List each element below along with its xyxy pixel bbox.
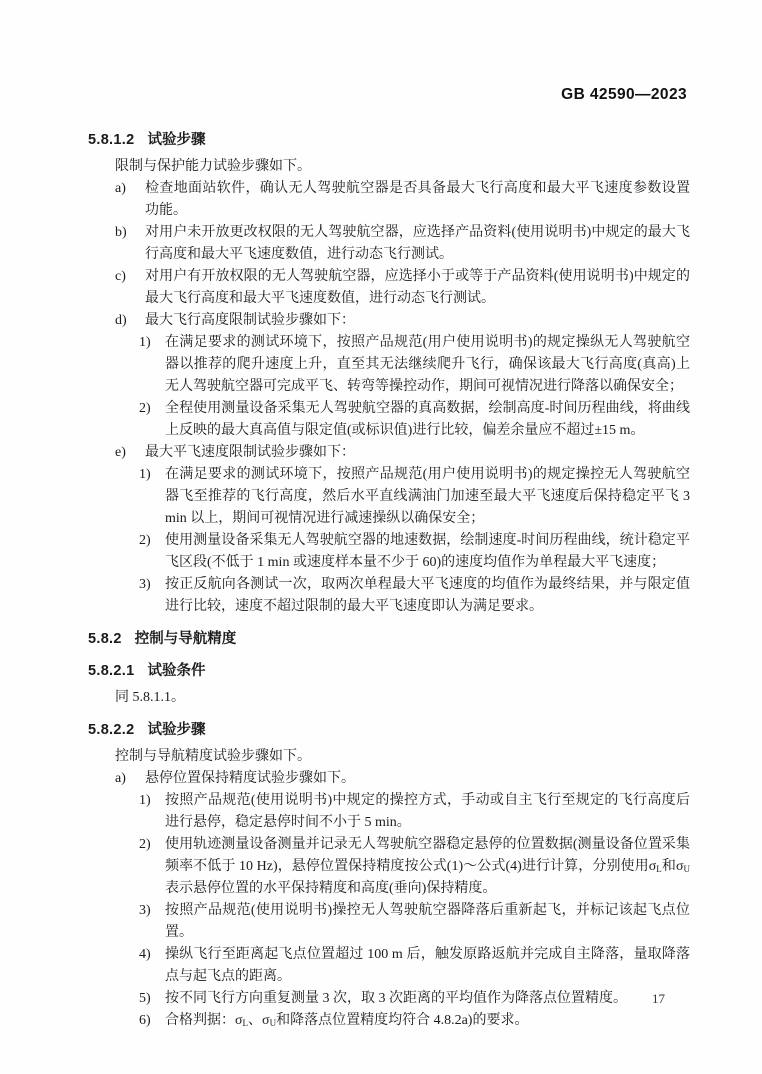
list-marker: 2) [139,401,151,416]
standard-code: GB 42590—2023 [561,86,687,103]
list-item-text: 在满足要求的测试环境下，按照产品规范(用户使用说明书)的规定操控无人驾驶航空器飞至推荐的飞行高度，然后水平直线满油门加速至最大平飞速度后保持稳定平飞 3 min 以上，期间可视情况进行减速操纵以确保安全； [165,467,690,526]
text-run: 使用轨迹测量设备测量并记录无人驾驶航空器稳定悬停的位置数据(测量设备位置采集频率不低于 10 Hz)，悬停位置保持精度按公式(1)～公式(4)进行计算，分别使用σ [165,837,690,874]
list-item-text: 按不同飞行方向重复测量 3 次，取 3 次距离的平均值作为降落点位置精度。 [165,991,627,1006]
text-run: 和降落点位置精度均符合 4.8.2a)的要求。 [276,1013,529,1028]
list-item [88,944,690,988]
list-marker: 4) [139,947,151,962]
list-marker: 3) [139,577,151,592]
section-number: 5.8.2.2 [88,722,135,738]
list-item [88,790,690,834]
text-run: 表示悬停位置的水平保持精度和高度(垂向)保持精度。 [165,881,497,896]
text-run: 和σ [661,859,684,874]
content [88,129,690,1032]
list-marker: 5) [139,991,151,1006]
sigma-subscript: U [683,864,690,874]
section-title: 试验步骤 [147,722,206,738]
list-item-text [165,834,690,900]
list-item [88,442,690,464]
list-item-text: 按正反航向各测试一次，取两次单程最大平飞速度的均值作为最终结果，并与限定值进行比较，速度不超过限制的最大平飞速度即认为满足要求。 [165,577,690,614]
section-title: 控制与导航精度 [134,631,237,647]
section-title: 试验条件 [147,663,206,679]
paragraph: 限制与保护能力试验步骤如下。 [115,159,311,174]
section-heading [88,628,690,650]
list-item [88,178,690,222]
sigma-subscript: L [242,1018,249,1028]
sigma-subscript: U [269,1018,277,1028]
list-item-text: 按照产品规范(使用说明书)中规定的操控方式，手动或自主飞行至规定的飞行高度后进行悬停，稳定悬停时间不小于 5 min。 [165,793,690,830]
list-item-text: 操纵飞行至距离起飞点位置超过 100 m 后，触发原路返航并完成自主降落，量取降落点与起飞点的距离。 [165,947,690,984]
list-item [88,900,690,944]
list-item-text: 对用户未开放更改权限的无人驾驶航空器，应选择产品资料(使用说明书)中规定的最大飞行高度和最大平飞速度数值，进行动态飞行测试。 [145,225,690,262]
list-marker: 1) [139,793,151,808]
list-item [88,574,690,618]
list-item [88,834,690,900]
list-item-text: 悬停位置保持精度试验步骤如下。 [145,771,355,786]
list-item [88,332,690,398]
list-item [88,768,690,790]
list-item [88,530,690,574]
list-item [88,266,690,310]
list-item-text: 在满足要求的测试环境下，按照产品规范(用户使用说明书)的规定操纵无人驾驶航空器以推荐的爬升速度上升，直至其无法继续爬升飞行，确保该最大飞行高度(真高)上无人驾驶航空器可完成平飞、转弯等操控动作，期间可视情况进行降落以确保安全； [165,335,690,394]
list-item [88,1010,690,1032]
list-marker: 3) [139,903,151,918]
list-item-text: 检查地面站软件，确认无人驾驶航空器是否具备最大飞行高度和最大平飞速度参数设置功能。 [145,181,690,218]
text-run: 、σ [248,1013,270,1028]
list-item-text: 对用户有开放权限的无人驾驶航空器，应选择小于或等于产品资料(使用说明书)中规定的最大飞行高度和最大平飞速度数值，进行动态飞行测试。 [145,269,690,306]
list-item-text: 全程使用测量设备采集无人驾驶航空器的真高数据，绘制高度-时间历程曲线，将曲线上反映的最大真高值与限定值(或标识值)进行比较，偏差余量应不超过±15 m。 [165,401,690,438]
list-marker: 1) [139,335,151,350]
list-item-text: 使用测量设备采集无人驾驶航空器的地速数据，绘制速度-时间历程曲线，统计稳定平飞区段(不低于 1 min 或速度样本量不少于 60)的速度均值作为单程最大平飞速度； [165,533,690,570]
section-title: 试验步骤 [147,132,206,148]
page-number: 17 [652,991,665,1006]
list-marker: b) [115,225,127,240]
list-marker: d) [115,313,127,328]
section-heading [88,719,690,741]
sigma-subscript: L [656,864,662,874]
list-item-text: 最大平飞速度限制试验步骤如下： [145,445,355,460]
list-item [88,222,690,266]
section-number: 5.8.1.2 [88,132,135,148]
list-marker: a) [115,771,126,786]
list-marker: a) [115,181,126,196]
list-marker: c) [115,269,126,284]
list-item [88,398,690,442]
list-item [88,464,690,530]
list-marker: 1) [139,467,151,482]
paragraph: 控制与导航精度试验步骤如下。 [115,749,311,764]
list-marker: 6) [139,1013,151,1028]
section-heading [88,660,690,682]
list-marker: 2) [139,837,151,852]
list-marker: e) [115,445,126,460]
list-item-text [165,1010,690,1032]
section-number: 5.8.2.1 [88,663,135,679]
text-run: 合格判据：σ [165,1013,243,1028]
list-item [88,988,690,1010]
list-marker: 2) [139,533,151,548]
section-heading [88,129,690,151]
list-item-text: 最大飞行高度限制试验步骤如下： [145,313,355,328]
section-number: 5.8.2 [88,631,122,647]
list-item-text: 按照产品规范(使用说明书)操控无人驾驶航空器降落后重新起飞，并标记该起飞点位置。 [165,903,690,940]
paragraph: 同 5.8.1.1。 [115,690,185,705]
list-item [88,310,690,332]
